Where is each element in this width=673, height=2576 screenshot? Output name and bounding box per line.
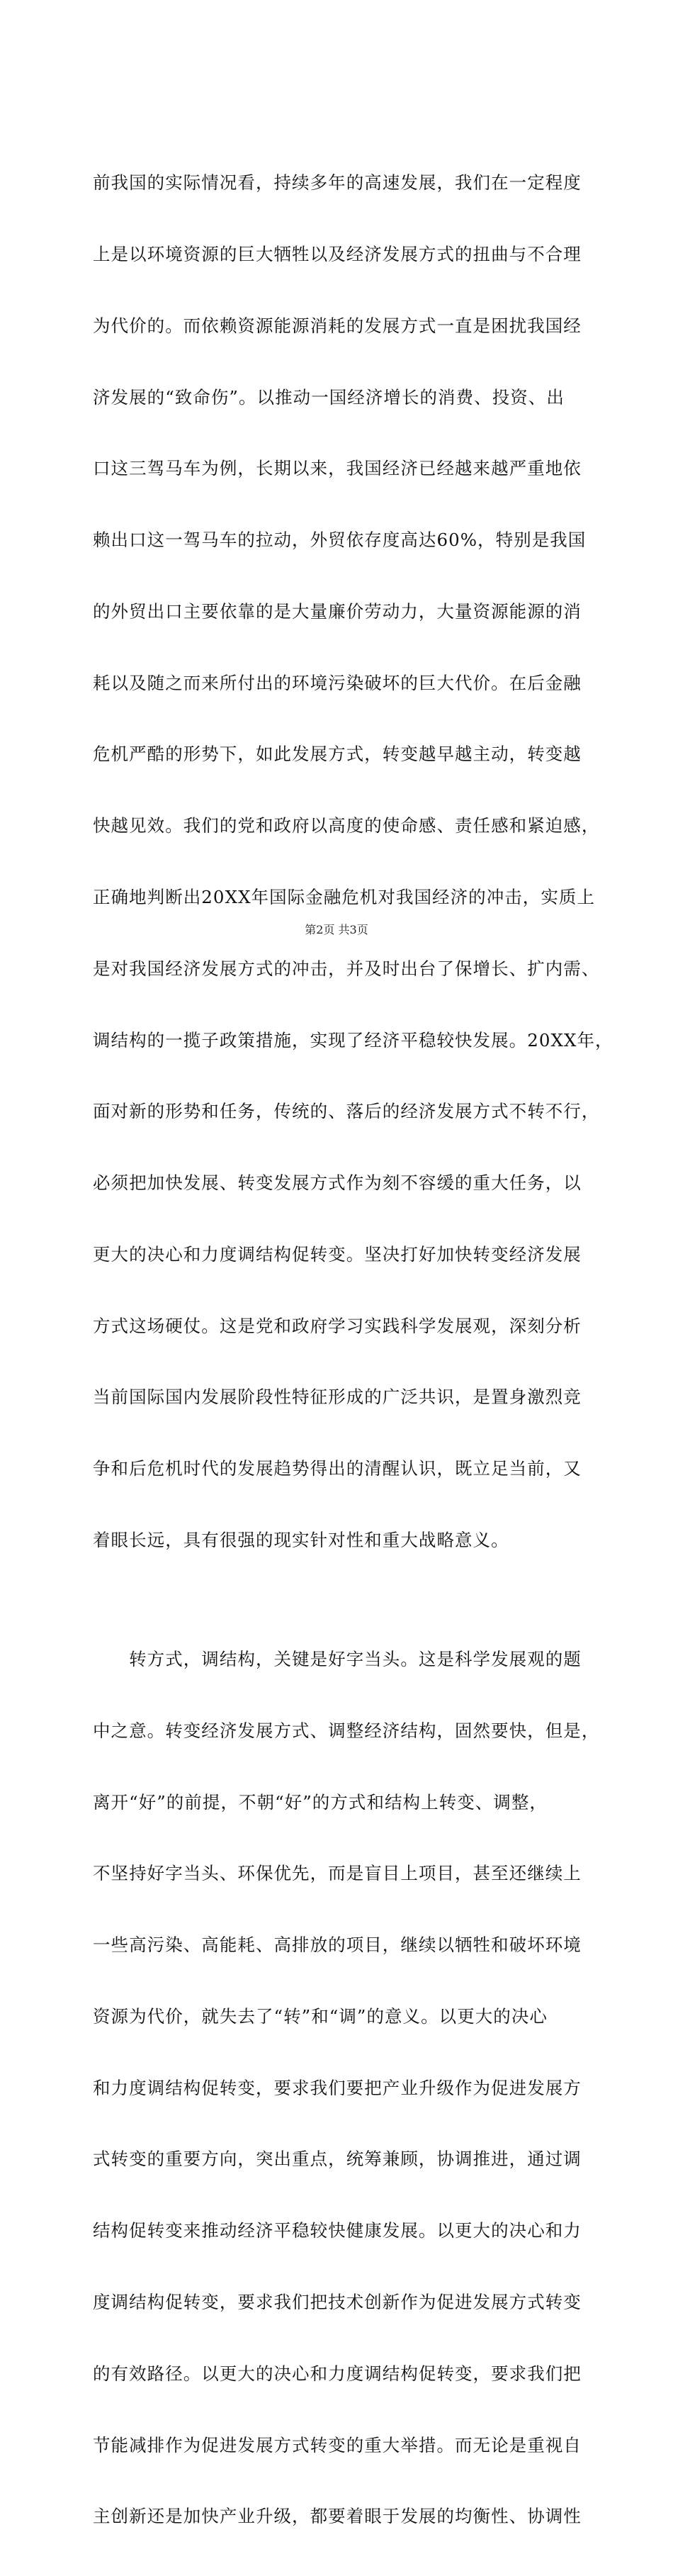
text-line: 的有效路径。以更大的决心和力度调结构促转变，要求我们把 [93,2363,582,2384]
text-line: 结构促转变来推动经济平稳较快健康发展。以更大的决心和力 [93,2220,582,2241]
text-line: 离开“好”的前提，不朝“好”的方式和结构上转变、调整， [93,1791,548,1813]
text-line: 为代价的。而依赖资源能源消耗的发展方式一直是困扰我国经 [93,315,582,336]
text-line: 济发展的“致命伤”。以推动一国经济增长的消费、投资、出 [93,386,565,408]
text-line: 争和后危机时代的发展趋势得出的清醒认识，既立足当前，又 [93,1458,582,1479]
text-line: 节能减排作为促进发展方式转变的重大举措。而无论是重视自 [93,2434,582,2455]
text-line: 快越见效。我们的党和政府以高度的使命感、责任感和紧迫感， [93,815,600,836]
text-line: 中之意。转变经济发展方式、调整经济结构，固然要快，但是， [93,1720,600,1741]
text-line: 必须把加快发展、转变发展方式作为刻不容缓的重大任务，以 [93,1172,582,1194]
text-line: 方式这场硬仗。这是党和政府学习实践科学发展观，深刻分析 [93,1315,582,1336]
page-footer [0,923,673,937]
text-line: 着眼长远，具有很强的现实针对性和重大战略意义。 [93,1530,509,1551]
text-line: 转方式，调结构，关键是好字当头。这是科学发展观的题 [93,1649,582,1669]
text-line: 当前国际国内发展阶段性特征形成的广泛共识，是置身激烈竞 [93,1387,582,1408]
text-line: 度调结构促转变，要求我们把技术创新作为促进发展方式转变 [93,2292,582,2313]
text-line: 耗以及随之而来所付出的环境污染破坏的巨大代价。在后金融 [93,672,582,693]
text-line: 主创新还是加快产业升级，都要着眼于发展的均衡性、协调性 [93,2506,582,2527]
text-line: 资源为代价，就失去了“转”和“调”的意义。以更大的决心 [93,2005,548,2027]
body-text [93,123,613,2576]
text-line: 的外贸出口主要依靠的是大量廉价劳动力，大量资源能源的消 [93,600,582,622]
text-line: 前我国的实际情况看，持续多年的高速发展，我们在一定程度 [93,172,582,194]
text-line: 和力度调结构促转变，要求我们要把产业升级作为促进发展方 [93,2077,582,2098]
text-line: 一些高污染、高能耗、高排放的项目，继续以牺牲和破坏环境 [93,1934,582,1956]
text-line: 上是以环境资源的巨大牺牲以及经济发展方式的扭曲与不合理 [93,243,582,264]
text-line: 式转变的重要方向，突出重点，统筹兼顾，协调推进，通过调 [93,2149,582,2170]
text-line: 正确地判断出20XX年国际金融危机对我国经济的冲击，实质上 [93,887,596,907]
paragraph-2 [93,1600,600,2576]
text-line: 调结构的一揽子政策措施，实现了经济平稳较快发展。20XX年， [93,1029,613,1051]
text-line: 赖出口这一驾马车的拉动，外贸依存度高达60%，特别是我国 [93,530,587,551]
text-line: 更大的决心和力度调结构促转变。坚决打好加快转变经济发展 [93,1243,582,1265]
text-line: 口这三驾马车为例，长期以来，我国经济已经越来越严重地依 [93,458,582,479]
text-line: 危机严酷的形势下，如此发展方式，转变越早越主动，转变越 [93,744,582,765]
page-number-label: 第2页 共3页 [305,923,368,936]
text-line: 不坚持好字当头、环保优先，而是盲目上项目，甚至还继续上 [93,1863,582,1884]
text-line: 面对新的形势和任务，传统的、落后的经济发展方式不转不行， [93,1101,600,1122]
text-line: 是对我国经济发展方式的冲击，并及时出台了保增长、扩内需、 [93,958,600,979]
paragraph-1 [93,123,613,1600]
